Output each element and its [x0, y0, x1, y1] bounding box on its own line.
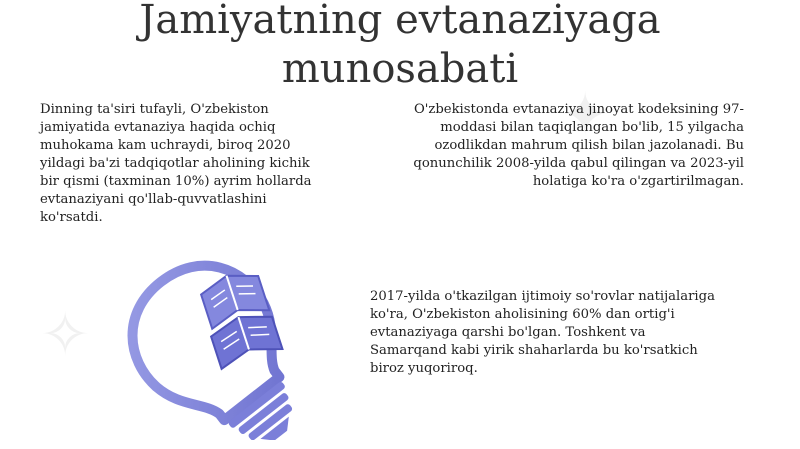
lightbulb-with-books-icon	[100, 255, 310, 440]
paragraph-legislation: O'zbekistonda evtanaziya jinoyat kodeksining 97- moddasi bilan taqiqlangan bo'lib, 15 yilgacha ozodlikdan mahrum qilish bilan jazolanadi. Bu qonunchilik 2008-yilda qabul qilingan va 2023-yil holatiga ko'ra o'zgartirilmagan.	[413, 102, 744, 189]
slide-title-line-2: munosabati	[281, 46, 519, 92]
paragraph-religion-influence: Dinning ta'siri tufayli, O'zbekiston jamiyatida evtanaziya haqida ochiq muhokama kam uchraydi, biroq 2020 yildagi ba'zi tadqiqotlar aholining kichik bir qismi (taxminan 10%) ayrim hollarda evtanaziyani qo'llab-quvvatlashini ko'rsatdi.	[40, 102, 312, 225]
background-decoration: ✧	[40, 300, 91, 370]
background-decoration: ✦	[560, 80, 611, 150]
paragraph-survey-results: 2017-yilda o'tkazilgan ijtimoiy so'rovlar natijalariga ko'ra, O'zbekiston aholisining 60% dan ortig'i evtanaziyaga qarshi bo'lgan. Toshkent va Samarqand kabi yirik shaharlarda bu ko'rsatkich biroz yuqoriroq.	[370, 289, 715, 376]
slide-title-line-1: Jamiyatning evtanaziyaga	[139, 0, 661, 43]
slide-title	[0, 0, 800, 94]
